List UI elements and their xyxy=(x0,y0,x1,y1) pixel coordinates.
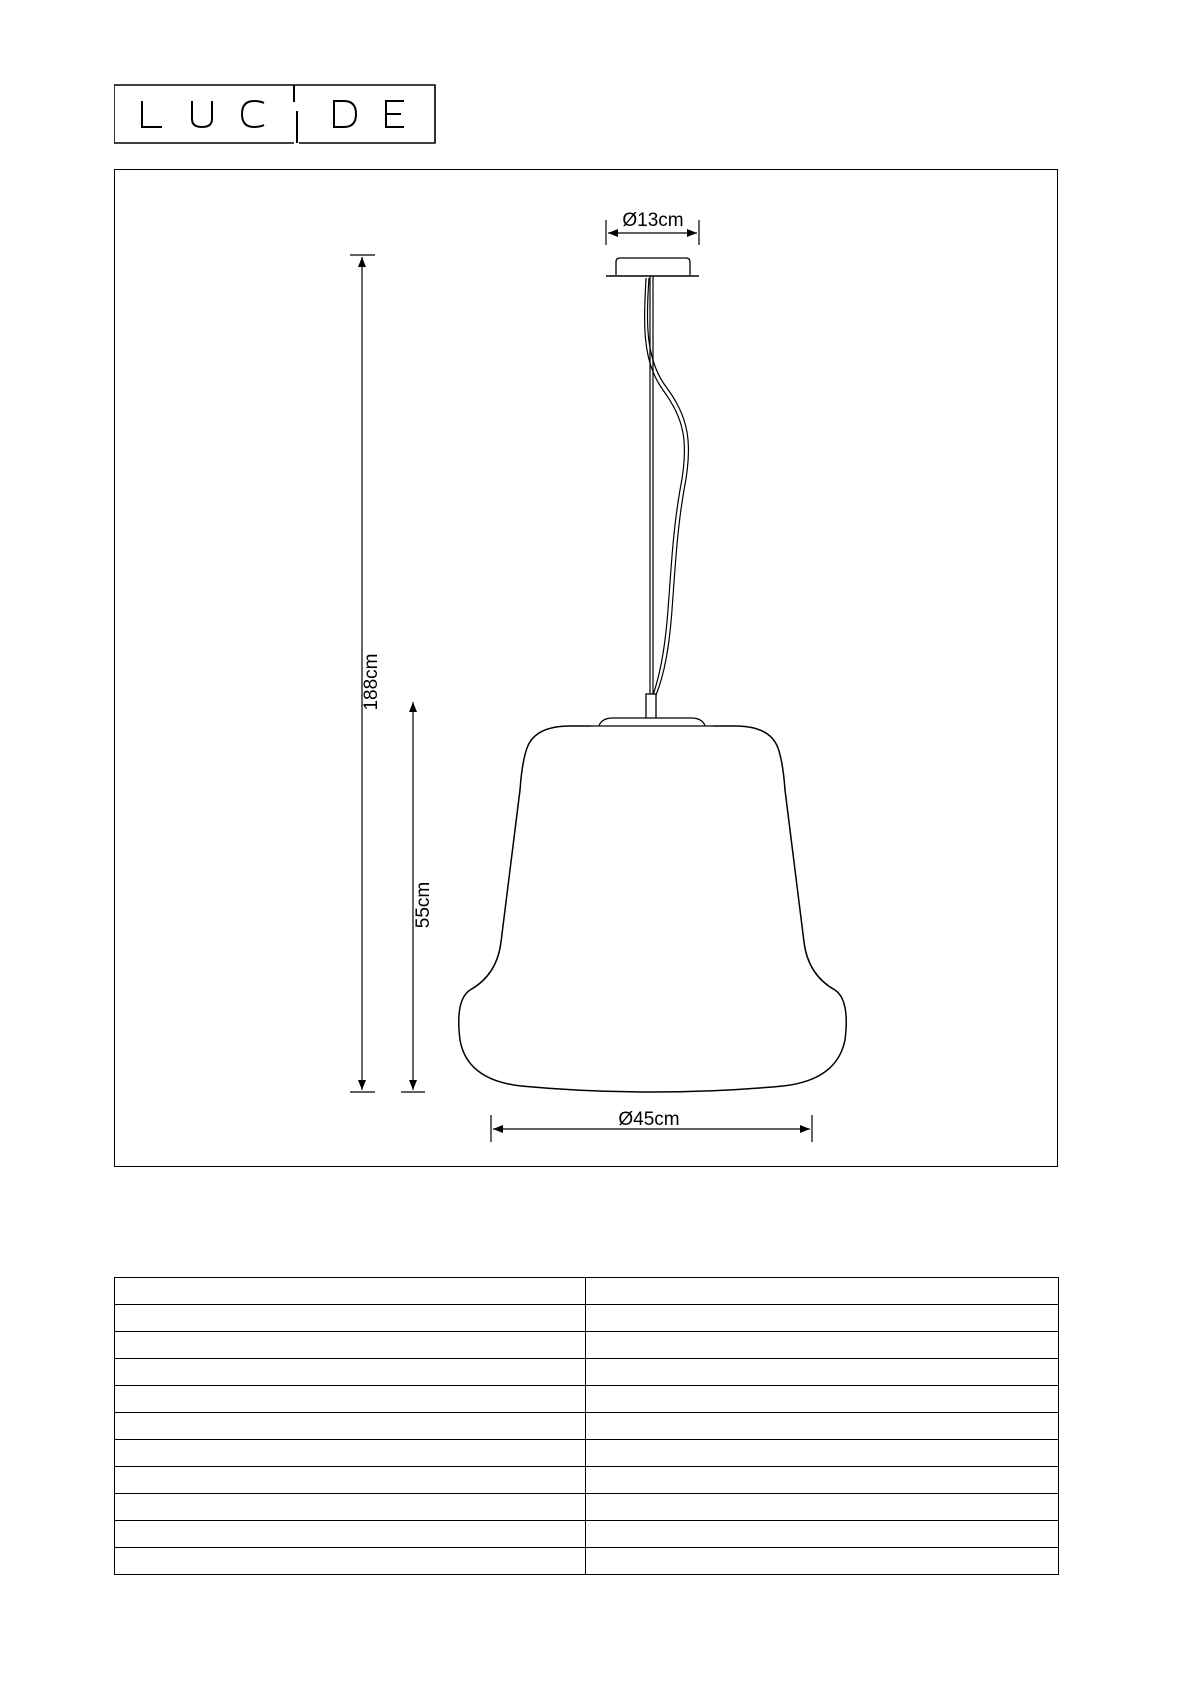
table-row xyxy=(115,1359,1059,1386)
table-row xyxy=(115,1386,1059,1413)
table-row xyxy=(115,1278,1059,1305)
total-height-label: 188cm xyxy=(361,653,382,711)
shade-diameter-label: Ø45cm xyxy=(618,1109,680,1130)
spec-label-cell xyxy=(115,1467,586,1494)
glass-shade xyxy=(459,726,847,1092)
spec-label-cell xyxy=(115,1332,586,1359)
spec-value-cell xyxy=(586,1359,1059,1386)
spec-value-cell xyxy=(586,1386,1059,1413)
spec-label-cell xyxy=(115,1305,586,1332)
spec-value-cell xyxy=(586,1332,1059,1359)
spec-label-cell xyxy=(115,1413,586,1440)
table-row xyxy=(115,1467,1059,1494)
table-row xyxy=(115,1305,1059,1332)
spec-value-cell xyxy=(586,1440,1059,1467)
spec-label-cell xyxy=(115,1494,586,1521)
spec-value-cell xyxy=(586,1305,1059,1332)
spec-value-cell xyxy=(586,1494,1059,1521)
spec-label-cell xyxy=(115,1440,586,1467)
spec-label-cell xyxy=(115,1278,586,1305)
pendant-lamp-drawing xyxy=(115,170,1059,1168)
table-row xyxy=(115,1494,1059,1521)
canopy-diameter-label: Ø13cm xyxy=(622,210,684,231)
ceiling-canopy xyxy=(606,258,699,276)
table-row xyxy=(115,1413,1059,1440)
specification-table xyxy=(114,1277,1059,1575)
power-cable xyxy=(645,278,685,695)
shade-height-label: 55cm xyxy=(413,881,434,929)
technical-drawing-frame xyxy=(114,169,1058,1167)
spec-value-cell xyxy=(586,1521,1059,1548)
spec-value-cell xyxy=(586,1413,1059,1440)
spec-label-cell xyxy=(115,1359,586,1386)
spec-value-cell xyxy=(586,1548,1059,1575)
spec-value-cell xyxy=(586,1278,1059,1305)
spec-label-cell xyxy=(115,1548,586,1575)
spec-value-cell xyxy=(586,1467,1059,1494)
table-row xyxy=(115,1521,1059,1548)
table-row xyxy=(115,1332,1059,1359)
table-row xyxy=(115,1548,1059,1575)
spec-label-cell xyxy=(115,1386,586,1413)
shade-fitting xyxy=(591,694,713,726)
brand-logo xyxy=(114,84,436,144)
suspension-rod xyxy=(650,276,653,695)
spec-label-cell xyxy=(115,1521,586,1548)
table-row xyxy=(115,1440,1059,1467)
